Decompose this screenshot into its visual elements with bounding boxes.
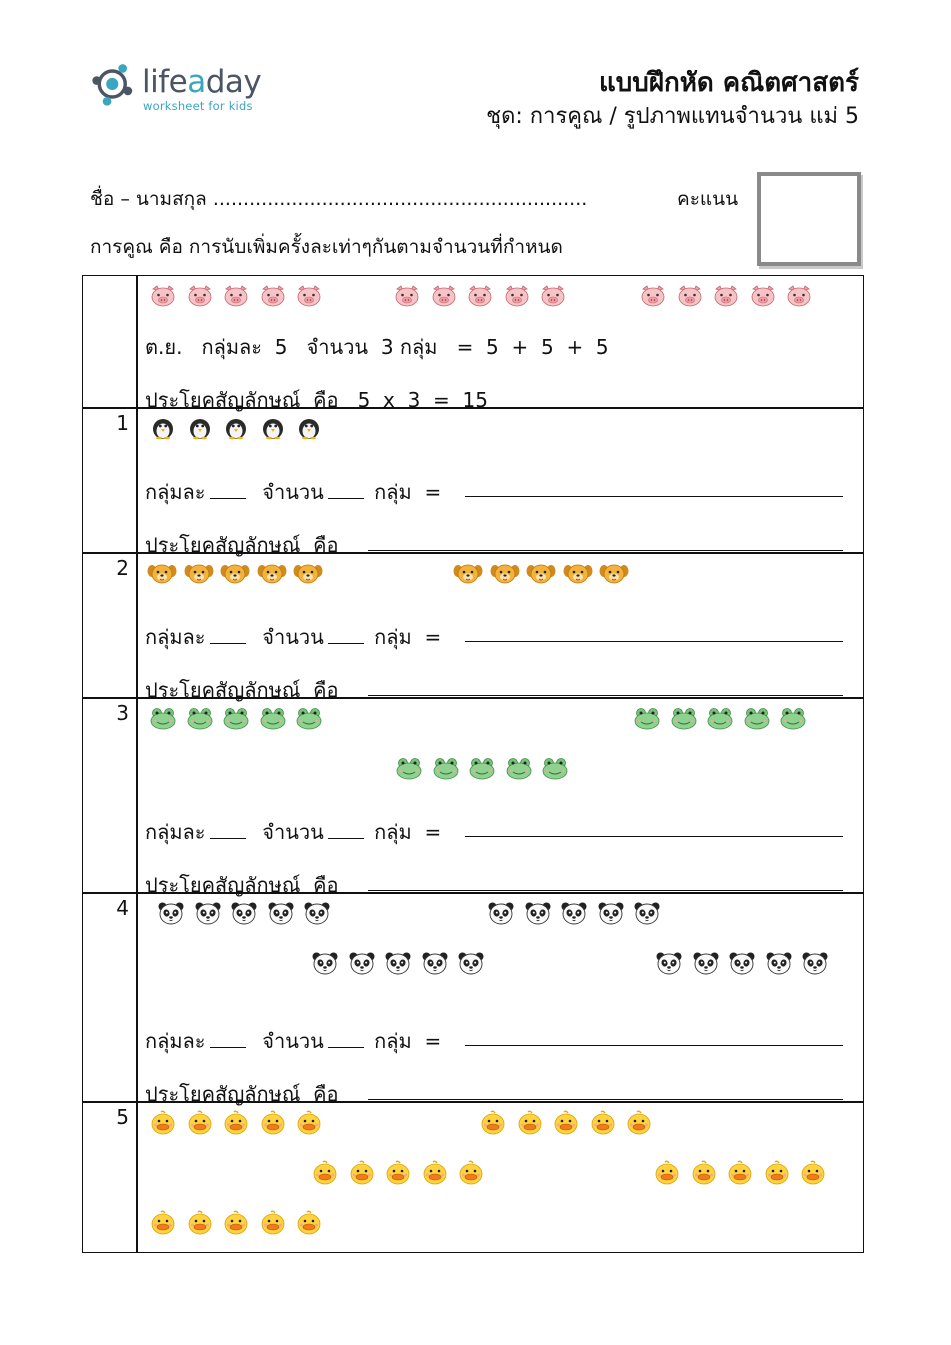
pig-face-icon (186, 284, 214, 308)
pig-face-icon (676, 284, 704, 308)
duck-face-icon (726, 1160, 754, 1184)
logo-wordmark: lifeaday (142, 64, 262, 100)
dog-face-icon (293, 561, 321, 585)
dog-face-icon (453, 561, 481, 585)
score-label: คะแนน (677, 188, 739, 210)
duck-face-icon (653, 1160, 681, 1184)
penguin-icon (222, 416, 250, 440)
score-box[interactable] (757, 172, 861, 266)
frog-face-icon (779, 706, 807, 730)
dog-face-icon (220, 561, 248, 585)
dog-face-icon (257, 561, 285, 585)
pig-face-icon (712, 284, 740, 308)
pig-face-icon (222, 284, 250, 308)
panda-face-icon (194, 901, 222, 925)
logo-tagline: worksheet for kids (143, 99, 253, 113)
pig-face-icon (149, 284, 177, 308)
duck-face-icon (690, 1160, 718, 1184)
groups-line: กลุ่มละ จำนวน กลุ่ม = (145, 820, 442, 844)
duck-face-icon (348, 1160, 376, 1184)
pig-face-icon (466, 284, 494, 308)
panda-face-icon (311, 951, 339, 975)
panda-face-icon (421, 951, 449, 975)
blank-count[interactable] (328, 1046, 364, 1048)
blank-per-group[interactable] (210, 837, 246, 839)
duck-face-icon (295, 1110, 323, 1134)
blank-per-group[interactable] (210, 642, 246, 644)
name-field[interactable]: ชื่อ – นามสกุล .............................................................. (90, 188, 588, 210)
answer-line[interactable] (368, 550, 843, 551)
panda-face-icon (303, 901, 331, 925)
panda-face-icon (765, 951, 793, 975)
blank-count[interactable] (328, 497, 364, 499)
duck-face-icon (222, 1210, 250, 1234)
penguin-icon (259, 416, 287, 440)
pig-face-icon (503, 284, 531, 308)
pig-face-icon (259, 284, 287, 308)
panda-face-icon (524, 901, 552, 925)
duck-face-icon (384, 1160, 412, 1184)
worksheet-subtitle: ชุด: การคูณ / รูปภาพแทนจำนวน แม่ 5 (486, 104, 859, 129)
blank-count[interactable] (328, 642, 364, 644)
duck-face-icon (763, 1160, 791, 1184)
panda-face-icon (728, 951, 756, 975)
panda-face-icon (230, 901, 258, 925)
panda-face-icon (487, 901, 515, 925)
sentence-line: ประโยคสัญลักษณ์ คือ (145, 873, 339, 897)
blank-per-group[interactable] (210, 497, 246, 499)
frog-face-icon (468, 756, 496, 780)
blank-count[interactable] (328, 837, 364, 839)
dog-face-icon (147, 561, 175, 585)
panda-face-icon (633, 901, 661, 925)
duck-face-icon (589, 1110, 617, 1134)
frog-face-icon (149, 706, 177, 730)
frog-face-icon (670, 706, 698, 730)
duck-face-icon (149, 1210, 177, 1234)
panda-face-icon (801, 951, 829, 975)
worksheet-title: แบบฝึกหัด คณิตศาสตร์ (598, 68, 859, 98)
frog-face-icon (505, 756, 533, 780)
groups-line: กลุ่มละ จำนวน กลุ่ม = (145, 1029, 442, 1053)
sentence-line: ประโยคสัญลักษณ์ คือ (145, 533, 339, 557)
frog-face-icon (743, 706, 771, 730)
pig-face-icon (393, 284, 421, 308)
duck-face-icon (552, 1110, 580, 1134)
penguin-icon (149, 416, 177, 440)
sentence-line: ประโยคสัญลักษณ์ คือ (145, 678, 339, 702)
duck-face-icon (259, 1210, 287, 1234)
panda-face-icon (457, 951, 485, 975)
row-number: 3 (116, 701, 129, 725)
penguin-icon (295, 416, 323, 440)
panda-face-icon (267, 901, 295, 925)
definition-text: การคูณ คือ การนับเพิ่มครั้งละเท่าๆกันตามจำนวนที่กำหนด (90, 236, 563, 258)
duck-face-icon (457, 1160, 485, 1184)
penguin-icon (186, 416, 214, 440)
duck-face-icon (222, 1110, 250, 1134)
row-number: 1 (116, 411, 129, 435)
frog-face-icon (222, 706, 250, 730)
row-number: 4 (116, 896, 129, 920)
duck-face-icon (625, 1110, 653, 1134)
frog-face-icon (432, 756, 460, 780)
duck-face-icon (295, 1210, 323, 1234)
duck-face-icon (516, 1110, 544, 1134)
frog-face-icon (706, 706, 734, 730)
answer-line[interactable] (465, 496, 843, 497)
frog-face-icon (259, 706, 287, 730)
duck-face-icon (479, 1110, 507, 1134)
sentence-line: ประโยคสัญลักษณ์ คือ (145, 1082, 339, 1106)
dog-face-icon (490, 561, 518, 585)
example-line-1: ต.ย. กลุ่มละ 5 จำนวน 3 กลุ่ม = 5 + 5 + 5 (145, 335, 609, 359)
frog-face-icon (541, 756, 569, 780)
duck-face-icon (311, 1160, 339, 1184)
pig-face-icon (295, 284, 323, 308)
exercise-table (82, 275, 864, 1253)
duck-face-icon (421, 1160, 449, 1184)
pig-face-icon (430, 284, 458, 308)
pig-face-icon (749, 284, 777, 308)
dog-face-icon (563, 561, 591, 585)
answer-line[interactable] (465, 1045, 843, 1046)
row-number: 2 (116, 556, 129, 580)
duck-face-icon (799, 1160, 827, 1184)
groups-line: กลุ่มละ จำนวน กลุ่ม = (145, 480, 442, 504)
dog-face-icon (184, 561, 212, 585)
answer-line[interactable] (368, 890, 843, 891)
frog-face-icon (633, 706, 661, 730)
frog-face-icon (395, 756, 423, 780)
frog-face-icon (186, 706, 214, 730)
pig-face-icon (785, 284, 813, 308)
panda-face-icon (348, 951, 376, 975)
example-line-2: ประโยคสัญลักษณ์ คือ 5 x 3 = 15 (145, 388, 488, 412)
pig-face-icon (639, 284, 667, 308)
dog-face-icon (599, 561, 627, 585)
panda-face-icon (157, 901, 185, 925)
duck-face-icon (149, 1110, 177, 1134)
panda-face-icon (655, 951, 683, 975)
answer-line[interactable] (465, 641, 843, 642)
panda-face-icon (384, 951, 412, 975)
panda-face-icon (692, 951, 720, 975)
answer-line[interactable] (368, 1099, 843, 1100)
frog-face-icon (295, 706, 323, 730)
row-number: 5 (116, 1105, 129, 1129)
blank-per-group[interactable] (210, 1046, 246, 1048)
answer-line[interactable] (465, 836, 843, 837)
panda-face-icon (560, 901, 588, 925)
logo-mark (88, 58, 140, 110)
panda-face-icon (597, 901, 625, 925)
column-divider (136, 276, 138, 1252)
duck-face-icon (186, 1110, 214, 1134)
answer-line[interactable] (368, 695, 843, 696)
groups-line: กลุ่มละ จำนวน กลุ่ม = (145, 625, 442, 649)
dog-face-icon (526, 561, 554, 585)
duck-face-icon (186, 1210, 214, 1234)
pig-face-icon (539, 284, 567, 308)
duck-face-icon (259, 1110, 287, 1134)
